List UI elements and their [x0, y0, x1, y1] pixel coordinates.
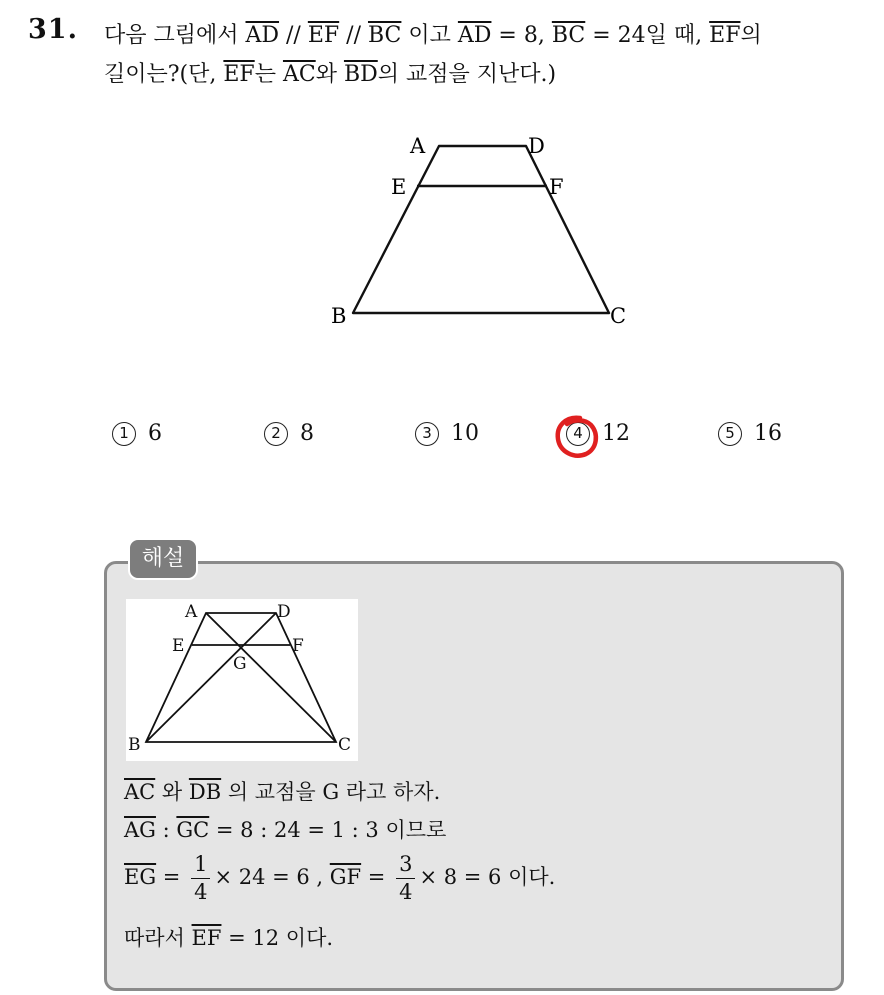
- choice-value: 8: [300, 421, 314, 446]
- choice-value: 10: [451, 421, 479, 446]
- explanation-tab: 해설: [128, 538, 198, 580]
- fraction-denominator: 4: [399, 880, 413, 904]
- segment-ac: $\overline{AC}$: [124, 780, 156, 804]
- segment-db: $\overline{DB}$: [188, 780, 222, 804]
- choice-3[interactable]: [415, 421, 479, 446]
- explanation-line-3: [124, 854, 555, 903]
- segment-ef: $\overline{EF}$: [709, 23, 741, 48]
- text-segment: =: [361, 865, 393, 889]
- text-segment: 의: [740, 23, 762, 48]
- trapezoid-outline: [353, 146, 609, 313]
- text-segment: 따라서: [124, 926, 192, 950]
- segment-bd: $\overline{BD}$: [343, 62, 378, 87]
- segment-gf: $\overline{GF}$: [329, 865, 362, 889]
- text-segment: =: [156, 865, 188, 889]
- choice-marker: 4: [566, 422, 590, 446]
- choice-4[interactable]: [566, 421, 630, 446]
- segment-ac: $\overline{AC}$: [282, 62, 316, 87]
- label-c: C: [338, 735, 352, 755]
- parallel-symbol: //: [339, 23, 368, 48]
- choice-marker: 2: [264, 422, 288, 446]
- text-segment: 의 교점을 지난다.): [377, 62, 557, 87]
- explanation-line-1: [124, 776, 440, 806]
- choice-5[interactable]: [718, 421, 782, 446]
- text-segment: = 8,: [491, 23, 552, 48]
- explanation-line-4: [124, 922, 333, 952]
- choice-marker: 5: [718, 422, 742, 446]
- question-line-2: [104, 55, 874, 94]
- label-a: A: [410, 134, 426, 158]
- text-segment: × 24 = 6 ,: [214, 865, 330, 889]
- segment-ef: $\overline{EF}$: [307, 23, 340, 48]
- text-segment: :: [155, 818, 177, 842]
- text-segment: 는: [254, 62, 283, 87]
- segment-ef: $\overline{EF}$: [191, 926, 222, 950]
- text-segment: 와: [315, 62, 344, 87]
- segment-bc: $\overline{BC}$: [367, 23, 402, 48]
- text-segment: 길이는?(단,: [104, 62, 224, 87]
- segment-ef: $\overline{EF}$: [223, 62, 255, 87]
- text-segment: = 24일 때,: [585, 23, 710, 48]
- trapezoid-outline: [146, 613, 336, 742]
- question-line-1: [104, 16, 874, 55]
- choice-value: 12: [602, 421, 630, 446]
- segment-bc: $\overline{BC}$: [551, 23, 586, 48]
- segment-ag: $\overline{AG}$: [124, 818, 156, 842]
- question-text: [104, 16, 874, 94]
- diagonal-bd: [146, 613, 276, 742]
- explanation-line-2: [124, 814, 446, 844]
- segment-eg: $\overline{EG}$: [124, 865, 157, 889]
- text-segment: 이고: [401, 23, 458, 48]
- choice-marker: 3: [415, 422, 439, 446]
- text-segment: 와: [155, 780, 189, 804]
- explanation-figure: [126, 599, 358, 761]
- label-e: E: [391, 175, 407, 199]
- choice-marker: 1: [112, 422, 136, 446]
- fraction-numerator: 1: [191, 854, 210, 879]
- choice-value: 6: [148, 421, 162, 446]
- label-d: D: [277, 602, 291, 622]
- label-b: B: [331, 304, 347, 328]
- fraction-one-quarter: [191, 854, 210, 903]
- text-segment: 다음 그림에서: [104, 23, 246, 48]
- text-segment: 의 교점을 G 라고 하자.: [221, 780, 441, 804]
- choice-1[interactable]: [112, 421, 162, 446]
- trapezoid-figure: [322, 120, 642, 340]
- fraction-three-quarters: [396, 854, 415, 903]
- label-d: D: [528, 134, 545, 158]
- label-c: C: [610, 304, 627, 328]
- text-segment: = 12 이다.: [221, 926, 334, 950]
- choice-2[interactable]: [264, 421, 314, 446]
- fraction-denominator: 4: [194, 880, 208, 904]
- label-f: F: [292, 636, 304, 656]
- question-number: 31.: [28, 14, 78, 45]
- text-segment: = 8 : 24 = 1 : 3 이므로: [209, 818, 447, 842]
- choice-value: 16: [754, 421, 782, 446]
- label-b: B: [128, 735, 141, 755]
- parallel-symbol: //: [279, 23, 308, 48]
- fraction-numerator: 3: [396, 854, 415, 879]
- text-segment: × 8 = 6 이다.: [419, 865, 556, 889]
- label-a: A: [185, 602, 198, 622]
- label-f: F: [549, 175, 564, 199]
- segment-ad: $\overline{AD}$: [245, 23, 280, 48]
- segment-ad: $\overline{AD}$: [457, 23, 492, 48]
- label-e: E: [172, 636, 185, 656]
- answer-choices: [0, 421, 884, 461]
- segment-gc: $\overline{GC}$: [176, 818, 210, 842]
- diagonal-ac: [206, 613, 336, 742]
- label-g: G: [233, 654, 247, 674]
